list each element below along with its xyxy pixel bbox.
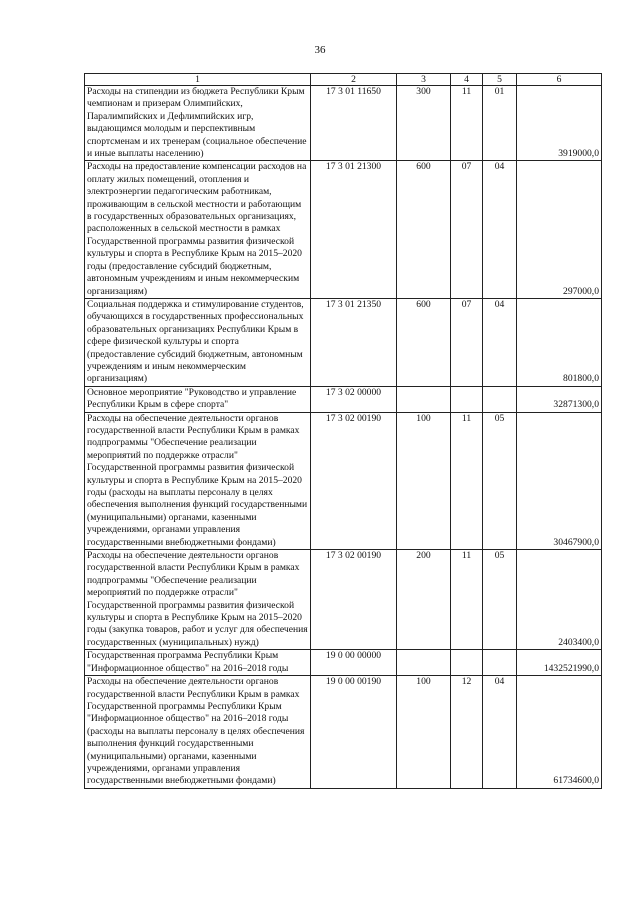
row-expense-type: 100 <box>397 676 451 789</box>
row-section: 07 <box>451 298 483 386</box>
row-amount: 1432521990,0 <box>517 650 602 676</box>
row-name: Расходы на обеспечение деятельности органов государственной власти Республики Крым в рамках Государственной программы Республики Крым "Информационное общество" на 2016–2018 годы (расходы на выплаты персоналу в целях обеспечения выполнения функций государственными (муниципальными) органами, казенными учреждениями, органами управления государственными внебюджетными фондами) <box>85 676 311 789</box>
row-name: Социальная поддержка и стимулирование студентов, обучающихся в государственных профессиональных образовательных организациях Республики Крым в сфере физической культуры и спорта (предоставление субсидий бюджетным, автономным учреждениям и иным некоммерческим организациям) <box>85 298 311 386</box>
column-header: 6 <box>517 74 602 86</box>
column-header: 5 <box>483 74 517 86</box>
row-amount: 30467900,0 <box>517 412 602 549</box>
table-row <box>85 386 602 412</box>
budget-table <box>84 73 602 789</box>
row-target-code: 17 3 02 00190 <box>311 412 397 549</box>
row-name: Основное мероприятие "Руководство и управление Республики Крым в сфере спорта" <box>85 386 311 412</box>
table-row <box>85 412 602 549</box>
row-target-code: 17 3 01 21350 <box>311 298 397 386</box>
row-expense-type <box>397 386 451 412</box>
row-target-code: 17 3 01 21300 <box>311 161 397 298</box>
row-subsection: 04 <box>483 676 517 789</box>
row-expense-type: 200 <box>397 550 451 650</box>
row-amount: 32871300,0 <box>517 386 602 412</box>
row-expense-type: 600 <box>397 298 451 386</box>
row-target-code: 17 3 02 00190 <box>311 550 397 650</box>
row-subsection: 01 <box>483 86 517 161</box>
page-number: 36 <box>314 44 326 56</box>
row-name: Расходы на обеспечение деятельности органов государственной власти Республики Крым в рамках подпрограммы "Обеспечение реализации мероприятий по поддержке отрасли" Государственной программы развития физической культуры и спорта в Республике Крым на 2015–2020 годы (расходы на выплаты персоналу в целях обеспечения выполнения функций государственными (муниципальными) органами, казенными учреждениями, органами управления государственными внебюджетными фондами) <box>85 412 311 549</box>
table-row <box>85 161 602 298</box>
row-section: 07 <box>451 161 483 298</box>
row-target-code: 19 0 00 00190 <box>311 676 397 789</box>
row-subsection <box>483 386 517 412</box>
row-expense-type: 300 <box>397 86 451 161</box>
row-expense-type <box>397 650 451 676</box>
row-name: Расходы на стипендии из бюджета Республики Крым чемпионам и призерам Олимпийских, Паралимпийских и Дефлимпийских игр, выдающимся молодым и перспективным спортсменам и их тренерам (социальное обеспечение и иные выплаты населению) <box>85 86 311 161</box>
row-subsection: 05 <box>483 550 517 650</box>
table-row <box>85 298 602 386</box>
row-section: 11 <box>451 86 483 161</box>
row-amount: 297000,0 <box>517 161 602 298</box>
row-expense-type: 600 <box>397 161 451 298</box>
table-row <box>85 676 602 789</box>
row-subsection: 05 <box>483 412 517 549</box>
row-amount: 801800,0 <box>517 298 602 386</box>
table-row <box>85 86 602 161</box>
row-subsection: 04 <box>483 298 517 386</box>
column-header: 4 <box>451 74 483 86</box>
row-amount: 3919000,0 <box>517 86 602 161</box>
table-row <box>85 550 602 650</box>
row-name: Расходы на обеспечение деятельности органов государственной власти Республики Крым в рамках подпрограммы "Обеспечение реализации мероприятий по поддержке отрасли" Государственной программы развития физической культуры и спорта в Республике Крым на 2015–2020 годы (закупка товаров, работ и услуг для обеспечения государственных (муниципальных) нужд) <box>85 550 311 650</box>
row-name: Государственная программа Республики Крым "Информационное общество" на 2016–2018 годы <box>85 650 311 676</box>
row-section: 11 <box>451 550 483 650</box>
table-row <box>85 650 602 676</box>
row-amount: 2403400,0 <box>517 550 602 650</box>
row-section <box>451 650 483 676</box>
column-header: 1 <box>85 74 311 86</box>
column-number-row <box>85 74 602 86</box>
row-target-code: 17 3 01 11650 <box>311 86 397 161</box>
row-expense-type: 100 <box>397 412 451 549</box>
row-section: 12 <box>451 676 483 789</box>
row-subsection <box>483 650 517 676</box>
row-amount: 61734600,0 <box>517 676 602 789</box>
row-section: 11 <box>451 412 483 549</box>
row-target-code: 19 0 00 00000 <box>311 650 397 676</box>
row-subsection: 04 <box>483 161 517 298</box>
column-header: 2 <box>311 74 397 86</box>
column-header: 3 <box>397 74 451 86</box>
row-name: Расходы на предоставление компенсации расходов на оплату жилых помещений, отопления и электроэнергии педагогическим работникам, проживающим в сельской местности и работающим в государственных образовательных организациях, расположенных в сельской местности в рамках Государственной программы развития физической культуры и спорта в Республике Крым на 2015–2020 годы (предоставление субсидий бюджетным, автономным учреждениям и иным некоммерческим организациям) <box>85 161 311 298</box>
row-target-code: 17 3 02 00000 <box>311 386 397 412</box>
row-section <box>451 386 483 412</box>
